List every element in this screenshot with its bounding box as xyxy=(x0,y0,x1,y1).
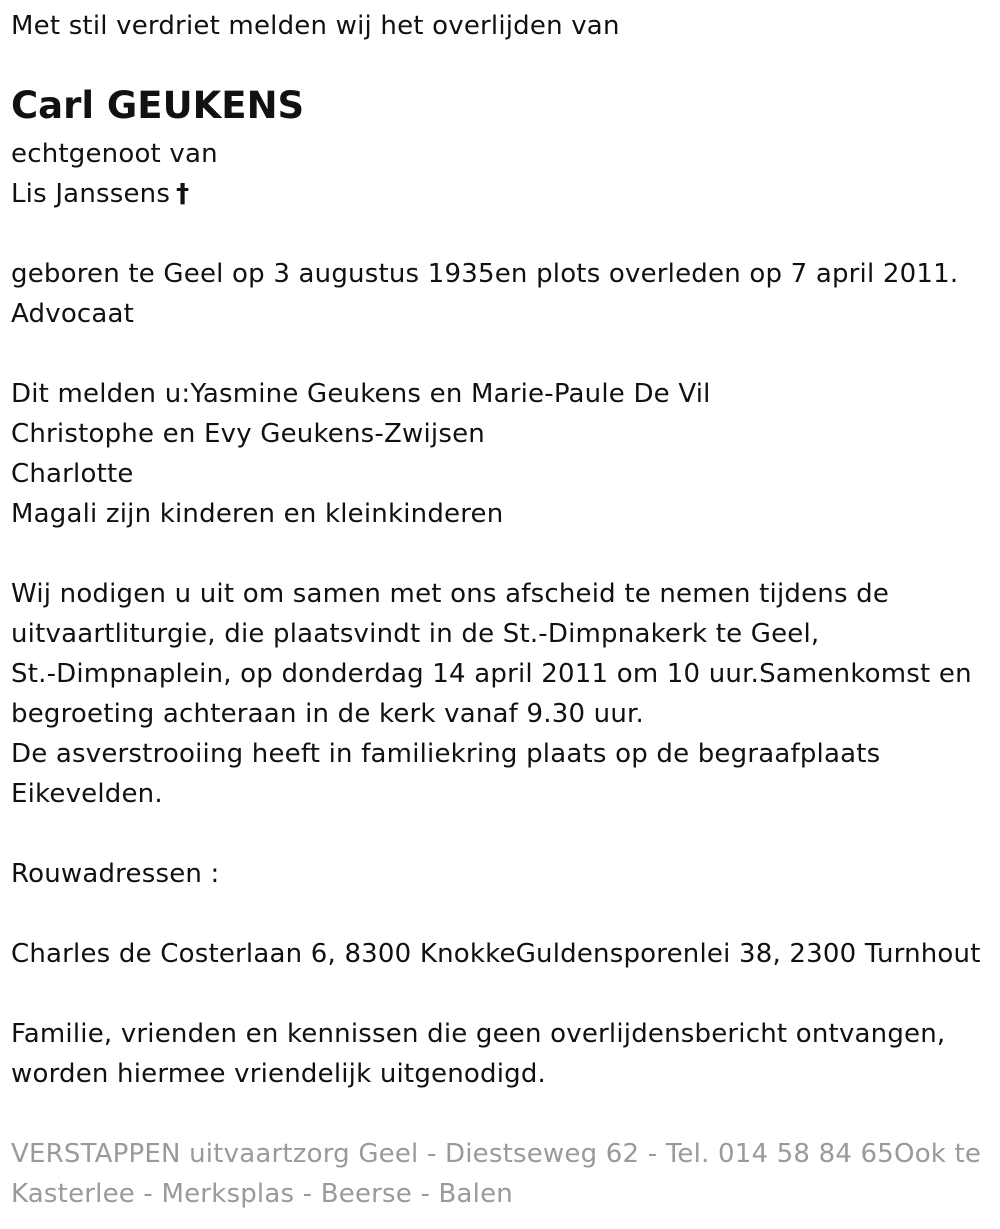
ceremony-line: De asverstrooiing heeft in familiekring plaats op de begraafplaats xyxy=(11,739,881,769)
family-line: Charlotte xyxy=(11,459,134,489)
ceremony-line: uitvaartliturgie, die plaatsvindt in de St.-Dimpnakerk te Geel, xyxy=(11,619,820,649)
ceremony-line: Eikevelden. xyxy=(11,779,163,809)
relation-text: echtgenoot van xyxy=(11,139,218,169)
funeral-home-line: Kasterlee - Merksplas - Beerse - Balen xyxy=(11,1179,513,1209)
ceremony-line: Wij nodigen u uit om samen met ons afscheid te nemen tijdens de xyxy=(11,579,890,609)
profession-text: Advocaat xyxy=(11,299,135,329)
family-line: Christophe en Evy Geukens-Zwijsen xyxy=(11,419,485,449)
ceremony-line: St.-Dimpnaplein, op donderdag 14 april 2011 om 10 uur.Samenkomst en xyxy=(11,659,972,689)
addresses-heading: Rouwadressen : xyxy=(11,859,220,889)
birth-death-text: geboren te Geel op 3 augustus 1935en plots overleden op 7 april 2011. xyxy=(11,259,959,289)
cross-icon: † xyxy=(176,179,190,209)
ceremony-line: begroeting achteraan in de kerk vanaf 9.30 uur. xyxy=(11,699,644,729)
deceased-name: Carl GEUKENS xyxy=(11,84,305,127)
family-line: Magali zijn kinderen en kleinkinderen xyxy=(11,499,504,529)
spouse-line xyxy=(11,174,189,214)
spouse-name: Lis Janssens xyxy=(11,179,171,209)
intro-text: Met stil verdriet melden wij het overlijden van xyxy=(11,11,620,41)
family-line: Dit melden u:Yasmine Geukens en Marie-Paule De Vil xyxy=(11,379,711,409)
addresses-text: Charles de Costerlaan 6, 8300 KnokkeGuldensporenlei 38, 2300 Turnhout xyxy=(11,939,981,969)
closing-line: Familie, vrienden en kennissen die geen overlijdensbericht ontvangen, xyxy=(11,1019,946,1049)
funeral-home-line: VERSTAPPEN uitvaartzorg Geel - Diestseweg 62 - Tel. 014 58 84 65Ook te xyxy=(11,1139,982,1169)
closing-line: worden hiermee vriendelijk uitgenodigd. xyxy=(11,1059,547,1089)
